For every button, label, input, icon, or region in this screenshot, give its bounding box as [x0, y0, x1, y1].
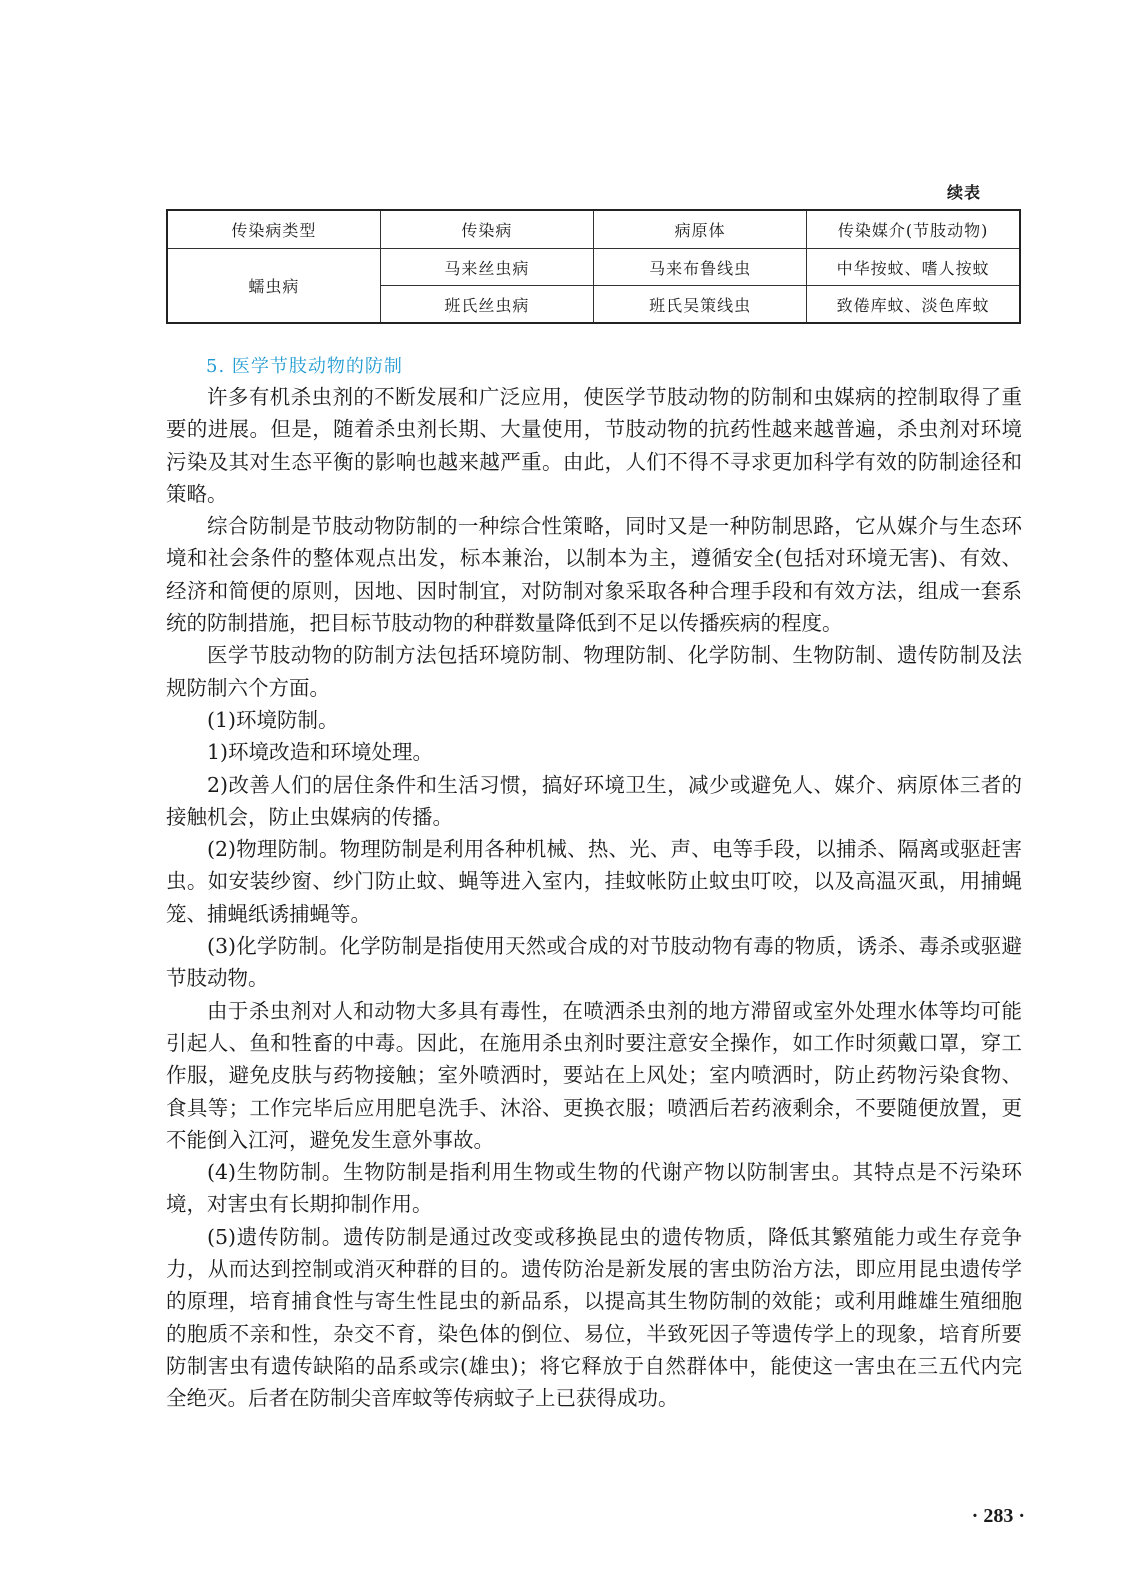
table-header-cell: 传染媒介(节肢动物): [807, 210, 1020, 249]
paragraph: (5)遗传防制。遗传防制是通过改变或移换昆虫的遗传物质，降低其繁殖能力或生存竞争力，从而达到控制或消灭种群的目的。遗传防治是新发展的害虫防治方法，即应用昆虫遗传学的原理，培育捕食性与寄生性昆虫的新品系，以提高其生物防制的效能；或利用雌雄生殖细胞的胞质不亲和性，杂交不育，染色体的倒位、易位，半致死因子等遗传学上的现象，培育所要防制害虫有遗传缺陷的品系或宗(雄虫)；将它释放于自然群体中，能使这一害虫在三五代内完全绝灭。后者在防制尖音库蚊等传病蚊子上已获得成功。: [166, 1224, 1022, 1411]
paragraph: 医学节肢动物的防制方法包括环境防制、物理防制、化学防制、生物防制、遗传防制及法规防制六个方面。: [166, 643, 1022, 700]
disease-table: [166, 209, 1021, 324]
paragraph: 2)改善人们的居住条件和生活习惯，搞好环境卫生，减少或避免人、媒介、病原体三者的接触机会，防止虫媒病的传播。: [166, 772, 1022, 829]
table-header-row: [167, 210, 1020, 249]
section-heading: 5. 医学节肢动物的防制: [206, 356, 403, 377]
page-number: · 283 ·: [971, 1505, 1025, 1527]
table-cell: 班氏丝虫病: [380, 286, 593, 324]
table-header-cell: 传染病类型: [167, 210, 380, 249]
table-group-cell: 蠕虫病: [167, 249, 380, 324]
paragraph: (2)物理防制。物理防制是利用各种机械、热、光、声、电等手段，以捕杀、隔离或驱赶害虫。如安装纱窗、纱门防止蚊、蝇等进入室内，挂蚊帐防止蚊虫叮咬，以及高温灭虱，用捕蝇笼、捕蝇纸诱捕蝇等。: [166, 837, 1022, 926]
paragraph: (3)化学防制。化学防制是指使用天然或合成的对节肢动物有毒的物质，诱杀、毒杀或驱避节肢动物。: [166, 934, 1022, 991]
table-row: [167, 249, 1020, 286]
table-cell: 致倦库蚊、淡色库蚊: [807, 286, 1020, 324]
body-text: [166, 381, 1022, 1415]
paragraph: (4)生物防制。生物防制是指利用生物或生物的代谢产物以防制害虫。其特点是不污染环境，对害虫有长期抑制作用。: [166, 1160, 1022, 1217]
table-cell: 班氏吴策线虫: [594, 286, 807, 324]
paragraph: 由于杀虫剂对人和动物大多具有毒性，在喷洒杀虫剂的地方滞留或室外处理水体等均可能引起人、鱼和牲畜的中毒。因此，在施用杀虫剂时要注意安全操作，如工作时须戴口罩，穿工作服，避免皮肤与药物接触；室外喷洒时，要站在上风处；室内喷洒时，防止药物污染食物、食具等；工作完毕后应用肥皂洗手、沐浴、更换衣服；喷洒后若药液剩余，不要随便放置，更不能倒入江河，避免发生意外事故。: [166, 998, 1022, 1152]
table-caption: 续表: [946, 183, 981, 202]
paragraph: 许多有机杀虫剂的不断发展和广泛应用，使医学节肢动物的防制和虫媒病的控制取得了重要的进展。但是，随着杀虫剂长期、大量使用，节肢动物的抗药性越来越普遍，杀虫剂对环境污染及其对生态平衡的影响也越来越严重。由此，人们不得不寻求更加科学有效的防制途径和策略。: [166, 385, 1022, 506]
paragraph: (1)环境防制。: [207, 707, 339, 732]
table-header-cell: 病原体: [594, 210, 807, 249]
table-cell: 中华按蚊、嗜人按蚊: [807, 249, 1020, 286]
table-cell: 马来布鲁线虫: [594, 249, 807, 286]
paragraph: 综合防制是节肢动物防制的一种综合性策略，同时又是一种防制思路，它从媒介与生态环境和社会条件的整体观点出发，标本兼治，以制本为主，遵循安全(包括对环境无害)、有效、经济和简便的原则，因地、因时制宜，对防制对象采取各种合理手段和有效方法，组成一套系统的防制措施，把目标节肢动物的种群数量降低到不足以传播疾病的程度。: [166, 514, 1022, 636]
table-header-cell: 传染病: [380, 210, 593, 249]
table-cell: 马来丝虫病: [380, 249, 593, 286]
paragraph: 1)环境改造和环境处理。: [207, 740, 434, 765]
